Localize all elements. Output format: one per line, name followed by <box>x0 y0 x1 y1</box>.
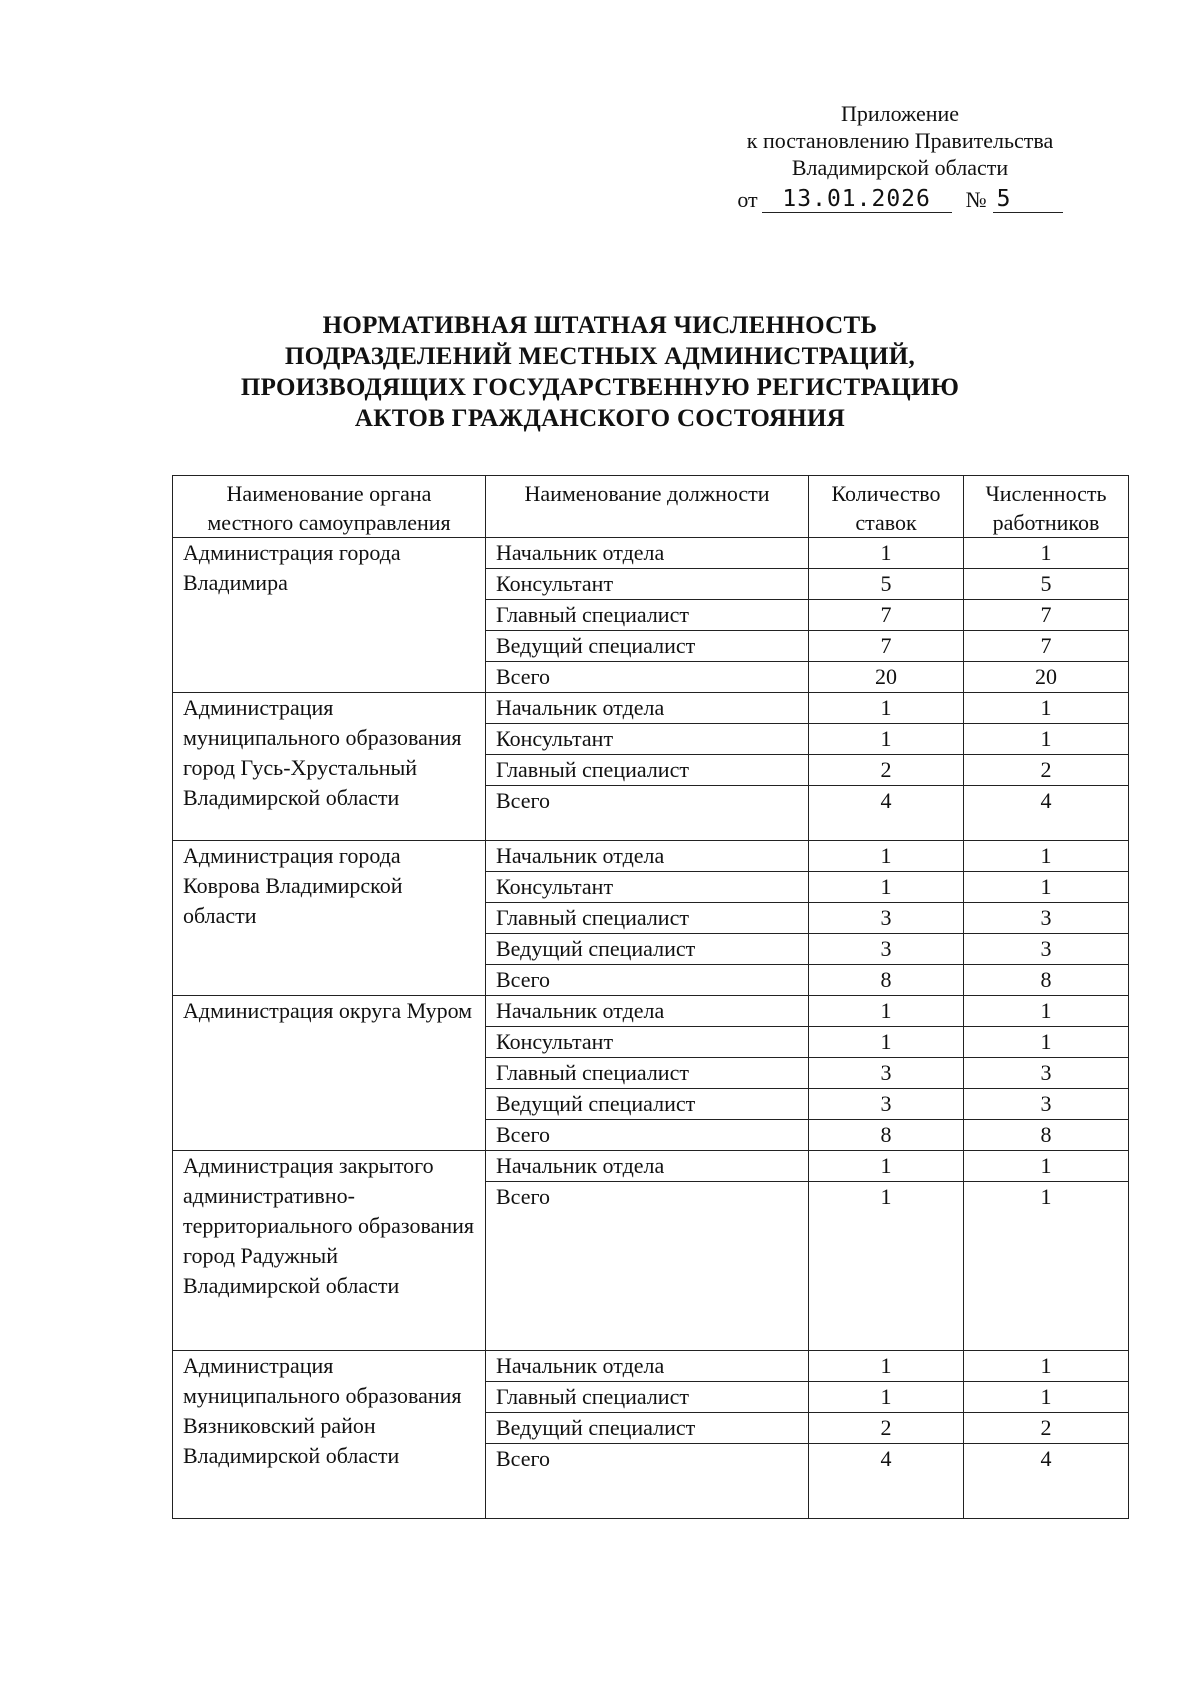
rates-cell: 1 <box>809 1382 964 1413</box>
document-title <box>150 310 1050 434</box>
rates-cell: 8 <box>809 965 964 996</box>
employees-cell: 1 <box>964 1027 1129 1058</box>
title-line-4: АКТОВ ГРАЖДАНСКОГО СОСТОЯНИЯ <box>354 405 846 432</box>
position-cell: Всего <box>486 786 809 841</box>
rates-cell: 1 <box>809 538 964 569</box>
position-cell: Всего <box>486 965 809 996</box>
annex-title: Приложение <box>840 101 960 126</box>
org-name-cell: Администрация города Коврова Владимирской области <box>173 841 486 996</box>
rates-cell: 2 <box>809 755 964 786</box>
employees-cell: 1 <box>964 1351 1129 1382</box>
rates-cell: 1 <box>809 1351 964 1382</box>
employees-cell: 8 <box>964 965 1129 996</box>
annex-region: Владимирской области <box>791 155 1009 180</box>
org-name-cell: Администрация муниципального образования город Гусь-Хрустальный Владимирской области <box>173 693 486 841</box>
position-cell: Главный специалист <box>486 600 809 631</box>
number-label: № <box>965 187 987 212</box>
annex-resolution: к постановлению Правительства <box>746 128 1054 153</box>
header-position: Наименование должности <box>486 476 809 538</box>
position-cell: Всего <box>486 1444 809 1519</box>
rates-cell: 3 <box>809 1089 964 1120</box>
org-name-cell: Администрация города Владимира <box>173 538 486 693</box>
employees-cell: 3 <box>964 903 1129 934</box>
employees-cell: 2 <box>964 755 1129 786</box>
position-cell: Главный специалист <box>486 1382 809 1413</box>
employees-cell: 1 <box>964 1182 1129 1351</box>
employees-cell: 7 <box>964 631 1129 662</box>
header-org: Наименование органа местного самоуправления <box>173 476 486 538</box>
position-cell: Ведущий специалист <box>486 934 809 965</box>
table-row <box>173 1351 1129 1382</box>
rates-cell: 1 <box>809 1182 964 1351</box>
position-cell: Начальник отдела <box>486 996 809 1027</box>
employees-cell: 1 <box>964 841 1129 872</box>
employees-cell: 1 <box>964 693 1129 724</box>
table-row <box>173 693 1129 724</box>
position-cell: Главный специалист <box>486 1058 809 1089</box>
rates-cell: 1 <box>809 996 964 1027</box>
title-line-1: НОРМАТИВНАЯ ШТАТНАЯ ЧИСЛЕННОСТЬ <box>322 312 878 339</box>
position-cell: Главный специалист <box>486 903 809 934</box>
employees-cell: 2 <box>964 1413 1129 1444</box>
rates-cell: 1 <box>809 693 964 724</box>
position-cell: Ведущий специалист <box>486 1413 809 1444</box>
title-line-2: ПОДРАЗДЕЛЕНИЙ МЕСТНЫХ АДМИНИСТРАЦИЙ, <box>284 343 916 370</box>
table-header-row <box>173 476 1129 538</box>
position-cell: Консультант <box>486 724 809 755</box>
employees-cell: 1 <box>964 538 1129 569</box>
employees-cell: 4 <box>964 786 1129 841</box>
header-employees: Численность работников <box>964 476 1129 538</box>
rates-cell: 1 <box>809 1027 964 1058</box>
employees-cell: 20 <box>964 662 1129 693</box>
header-rates: Количество ставок <box>809 476 964 538</box>
rates-cell: 4 <box>809 786 964 841</box>
table-row <box>173 1151 1129 1182</box>
annex-block <box>700 100 1100 213</box>
table-row <box>173 841 1129 872</box>
position-cell: Начальник отдела <box>486 841 809 872</box>
position-cell: Начальник отдела <box>486 1351 809 1382</box>
position-cell: Начальник отдела <box>486 693 809 724</box>
date-value: 13.01.2026 <box>762 186 952 213</box>
employees-cell: 1 <box>964 724 1129 755</box>
rates-cell: 3 <box>809 1058 964 1089</box>
rates-cell: 1 <box>809 724 964 755</box>
table-body <box>173 538 1129 1519</box>
employees-cell: 1 <box>964 996 1129 1027</box>
employees-cell: 7 <box>964 600 1129 631</box>
staff-table <box>172 475 1129 1519</box>
employees-cell: 1 <box>964 872 1129 903</box>
annex-date-row <box>700 181 1100 213</box>
rates-cell: 5 <box>809 569 964 600</box>
position-cell: Консультант <box>486 872 809 903</box>
org-name-cell: Администрация закрытого административно-территориального образования город Радужный Владимирской области <box>173 1151 486 1351</box>
employees-cell: 5 <box>964 569 1129 600</box>
position-cell: Всего <box>486 1120 809 1151</box>
date-label: от <box>737 187 758 212</box>
employees-cell: 4 <box>964 1444 1129 1519</box>
employees-cell: 3 <box>964 1089 1129 1120</box>
rates-cell: 7 <box>809 631 964 662</box>
employees-cell: 3 <box>964 934 1129 965</box>
position-cell: Консультант <box>486 569 809 600</box>
position-cell: Ведущий специалист <box>486 1089 809 1120</box>
employees-cell: 1 <box>964 1382 1129 1413</box>
position-cell: Главный специалист <box>486 755 809 786</box>
rates-cell: 20 <box>809 662 964 693</box>
employees-cell: 3 <box>964 1058 1129 1089</box>
title-line-3: ПРОИЗВОДЯЩИХ ГОСУДАРСТВЕННУЮ РЕГИСТРАЦИЮ <box>240 374 960 401</box>
org-name-cell: Администрация округа Муром <box>173 996 486 1151</box>
position-cell: Начальник отдела <box>486 1151 809 1182</box>
employees-cell: 1 <box>964 1151 1129 1182</box>
rates-cell: 2 <box>809 1413 964 1444</box>
rates-cell: 7 <box>809 600 964 631</box>
rates-cell: 8 <box>809 1120 964 1151</box>
position-cell: Начальник отдела <box>486 538 809 569</box>
position-cell: Всего <box>486 1182 809 1351</box>
position-cell: Консультант <box>486 1027 809 1058</box>
position-cell: Всего <box>486 662 809 693</box>
rates-cell: 3 <box>809 934 964 965</box>
position-cell: Ведущий специалист <box>486 631 809 662</box>
rates-cell: 4 <box>809 1444 964 1519</box>
rates-cell: 1 <box>809 841 964 872</box>
table-row <box>173 996 1129 1027</box>
table-row <box>173 538 1129 569</box>
org-name-cell: Администрация муниципального образования Вязниковский район Владимирской области <box>173 1351 486 1519</box>
rates-cell: 3 <box>809 903 964 934</box>
employees-cell: 8 <box>964 1120 1129 1151</box>
rates-cell: 1 <box>809 1151 964 1182</box>
rates-cell: 1 <box>809 872 964 903</box>
number-value: 5 <box>993 186 1063 213</box>
